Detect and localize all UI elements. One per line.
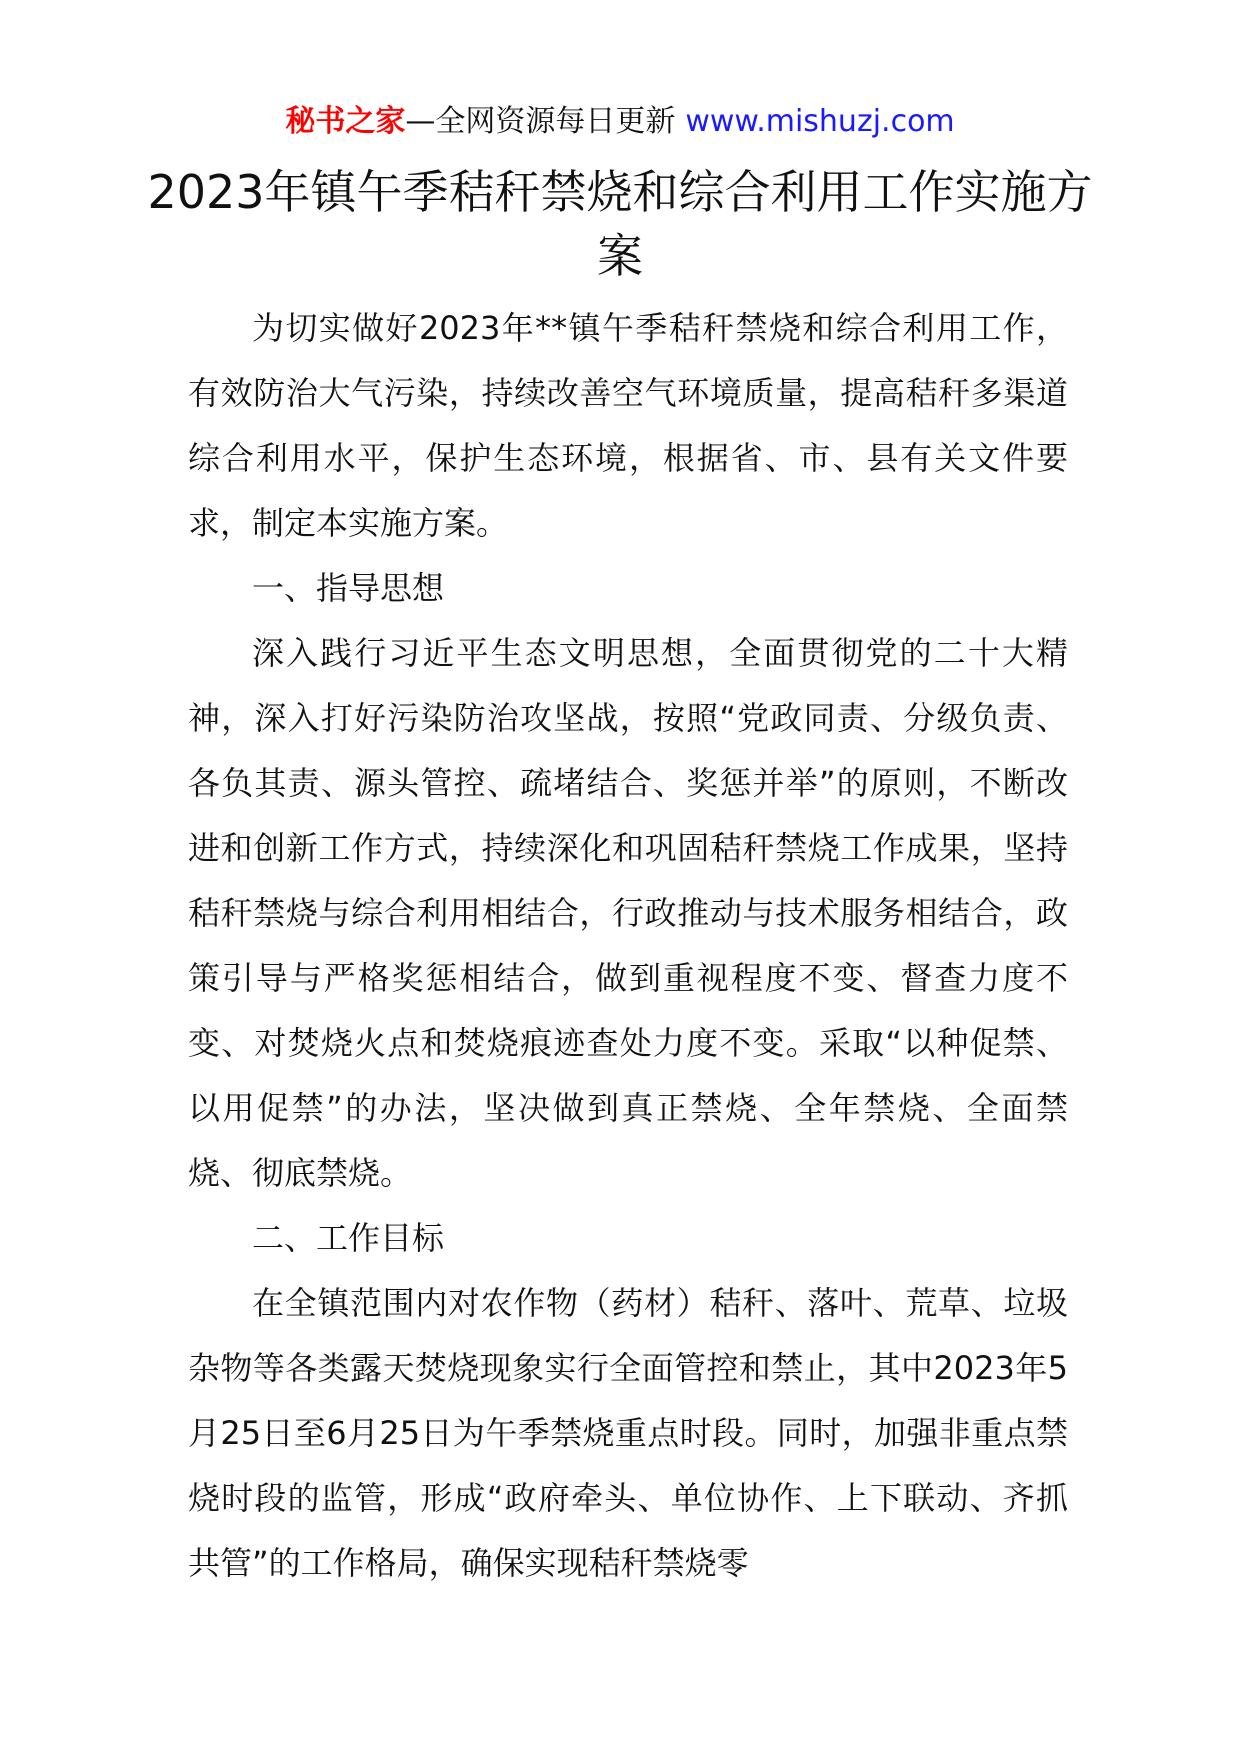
document-body: [188, 296, 1068, 1596]
brand-name: 秘书之家: [285, 104, 406, 139]
section-heading-work-goals: 二、工作目标: [252, 1219, 445, 1257]
site-url-link[interactable]: www.mishuzj.com: [685, 104, 955, 139]
document-title: 2023年镇午季秸秆禁烧和综合利用工作实施方案: [147, 165, 1093, 283]
site-header: [0, 100, 1240, 144]
section-paragraph-guiding-ideology: 深入践行习近平生态文明思想，全面贯彻党的二十大精神，深入打好污染防治攻坚战，按照“党政同责、分级负责、各负其责、源头管控、疏堵结合、奖惩并举”的原则，不断改进和创新工作方式，持续深化和巩固秸秆禁烧工作成果，坚持秸秆禁烧与综合利用相结合，行政推动与技术服务相结合，政策引导与严格奖惩相结合，做到重视程度不变、督查力度不变、对焚烧火点和焚烧痕迹查处力度不变。采取“以种促禁、以用促禁”的办法，坚决做到真正禁烧、全年禁烧、全面禁烧、彻底禁烧。: [188, 634, 1068, 1192]
intro-paragraph: 为切实做好2023年**镇午季秸秆禁烧和综合利用工作，有效防治大气污染，持续改善空气环境质量，提高秸秆多渠道综合利用水平，保护生态环境，根据省、市、县有关文件要求，制定本实施方案。: [188, 309, 1068, 542]
section-heading-guiding-ideology: 一、指导思想: [252, 569, 445, 607]
section-paragraph-work-goals: 在全镇范围内对农作物（药材）秸秆、落叶、荒草、垃圾杂物等各类露天焚烧现象实行全面管控和禁止，其中2023年5月25日至6月25日为午季禁烧重点时段。同时，加强非重点禁烧时段的监管，形成“政府牵头、单位协作、上下联动、齐抓共管”的工作格局，确保实现秸秆禁烧零: [188, 1284, 1068, 1582]
header-tagline: —全网资源每日更新: [405, 104, 676, 139]
